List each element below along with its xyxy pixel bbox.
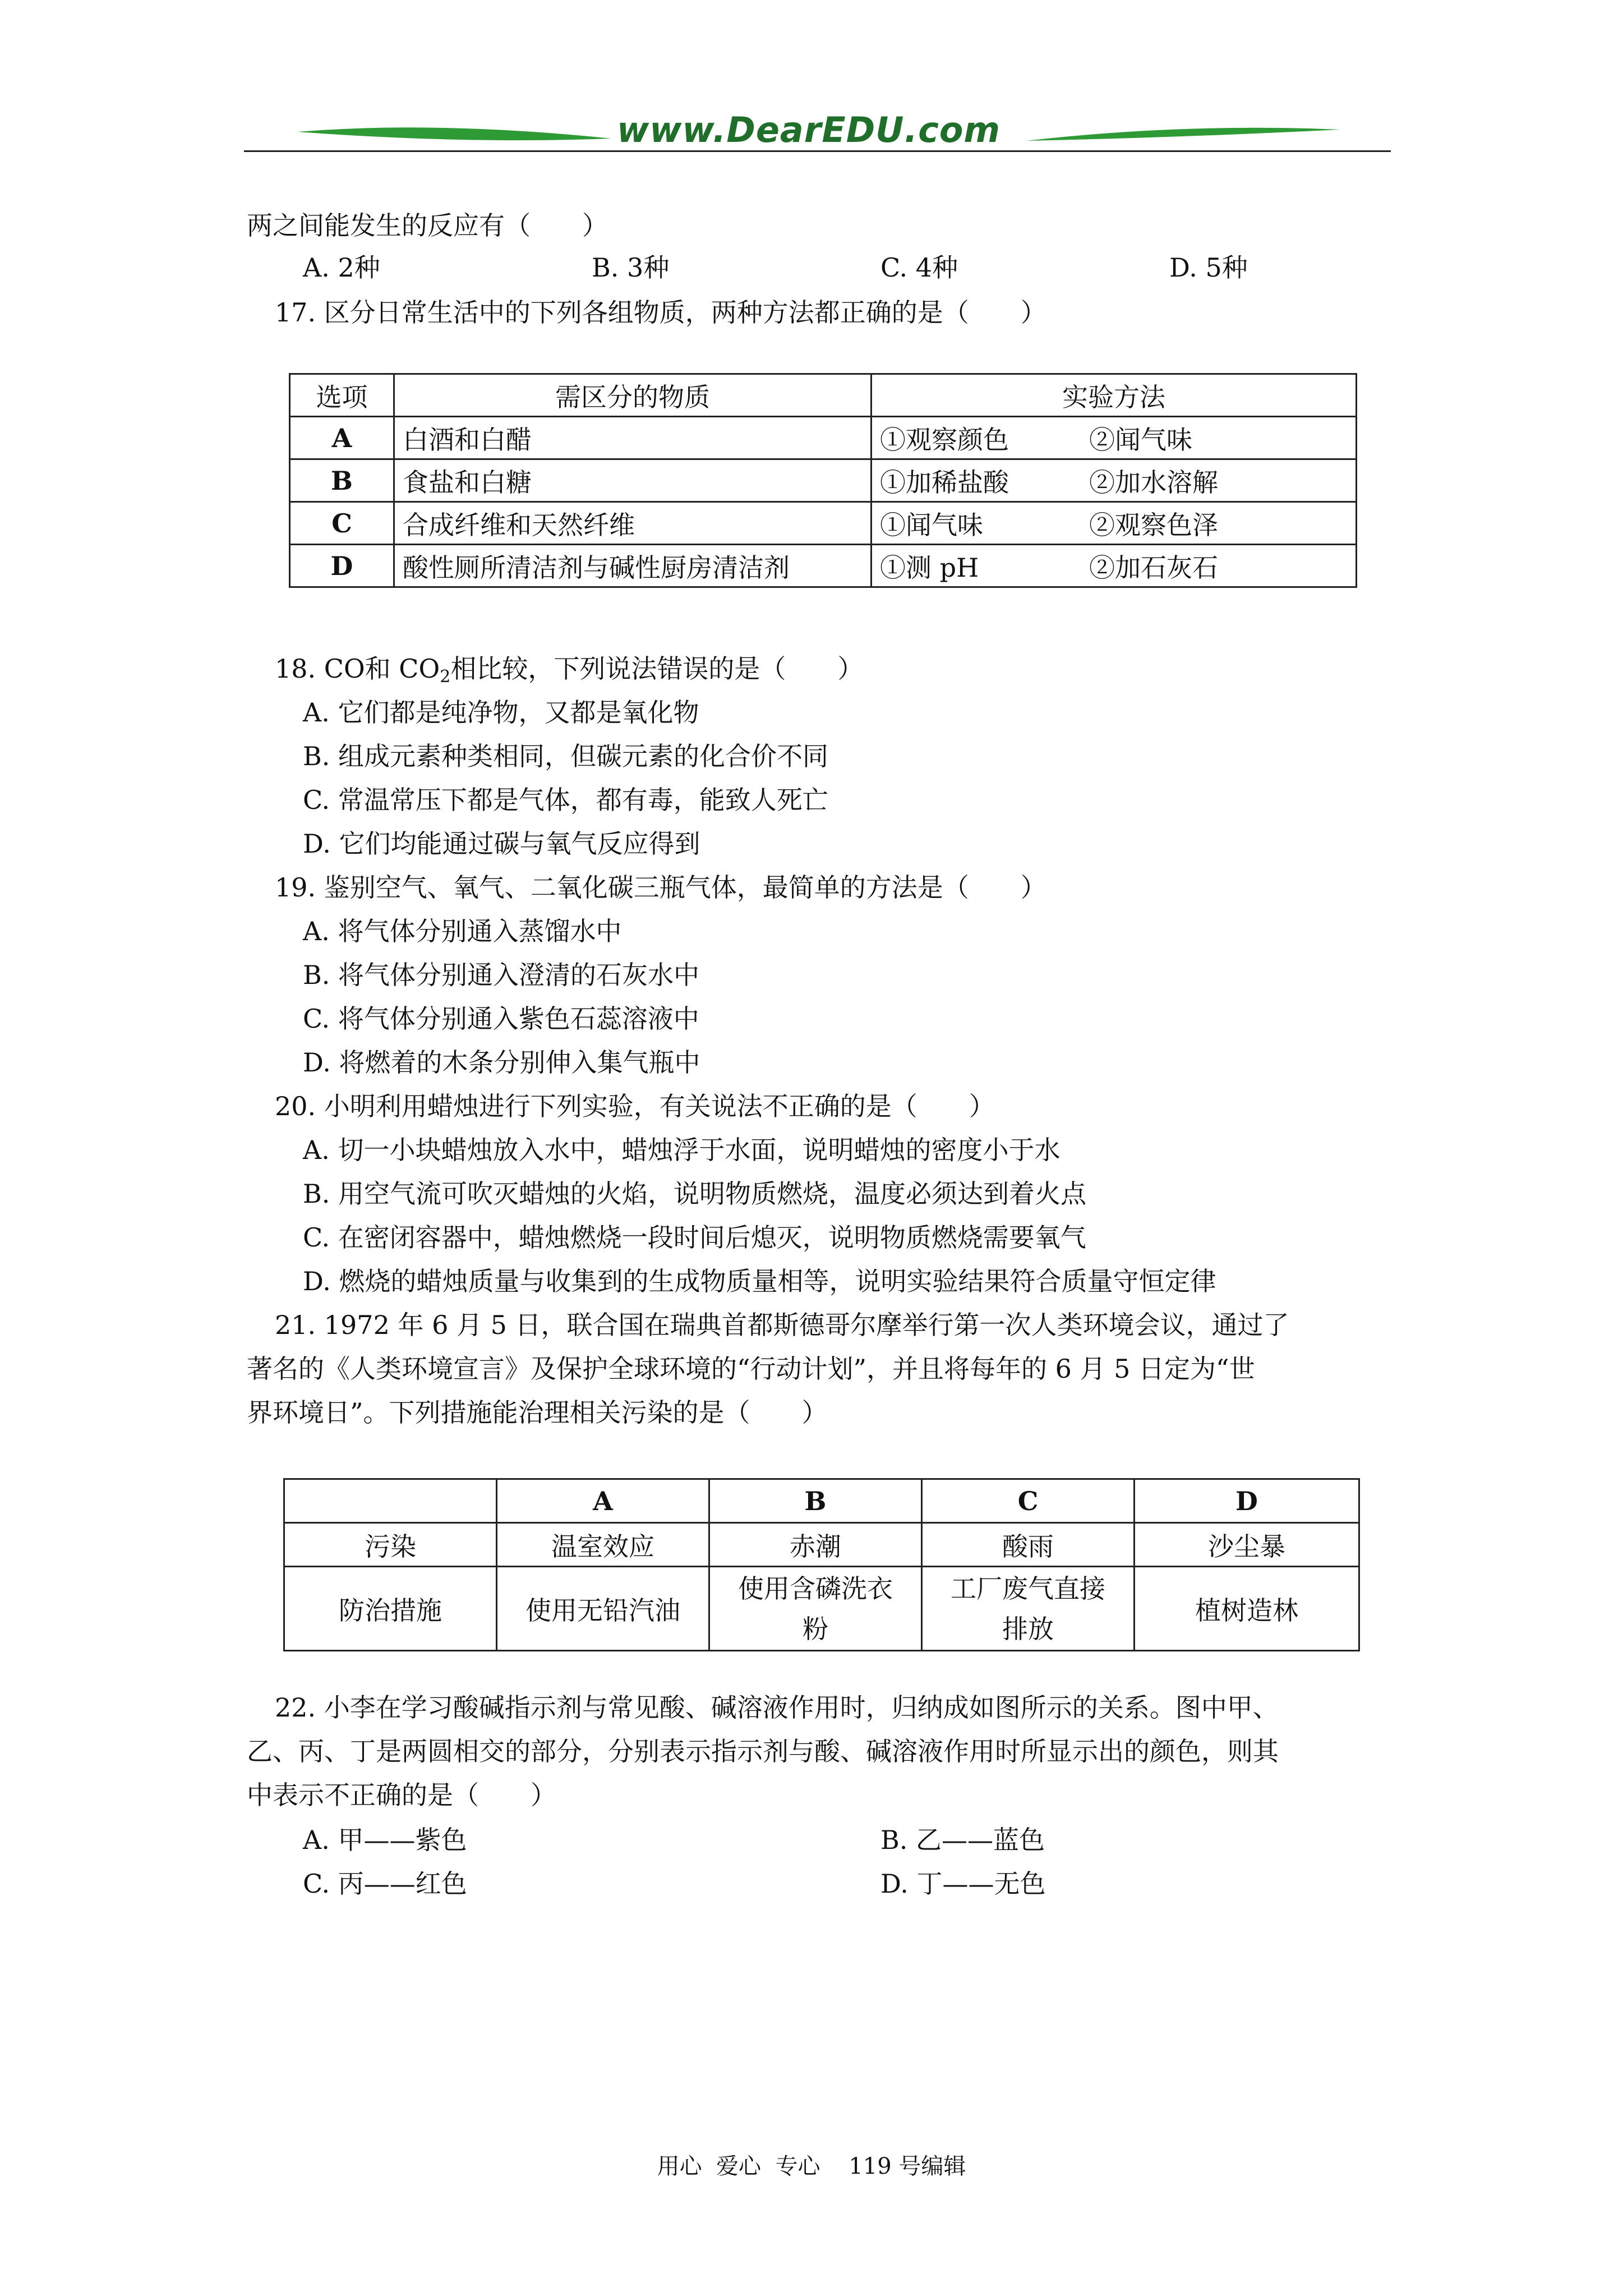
method-1-cell: ①闻气味 <box>872 502 1082 545</box>
header-logo <box>297 109 1340 160</box>
method-1-cell: ①加稀盐酸 <box>872 459 1082 502</box>
q20-option-d: D. 燃烧的蜡烛质量与收集到的生成物质量相等，说明实验结果符合质量守恒定律 <box>303 1266 1216 1296</box>
q16-option-d: D. 5种 <box>1169 252 1248 283</box>
q22-option-b: B. 乙——蓝色 <box>880 1825 1045 1855</box>
option-cell: C <box>290 502 394 545</box>
pollution-cell: 酸雨 <box>922 1523 1135 1567</box>
method-2-cell: ②闻气味 <box>1081 417 1357 459</box>
table-row <box>290 545 1357 587</box>
table-row <box>290 417 1357 459</box>
q16-option-c: C. 4种 <box>880 252 958 283</box>
method-2-cell: ②加水溶解 <box>1081 459 1357 502</box>
measure-cell: 使用含磷洗衣 粉 <box>709 1567 922 1651</box>
q20-option-c: C. 在密闭容器中，蜡烛燃烧一段时间后熄灭，说明物质燃烧需要氧气 <box>303 1222 1086 1253</box>
pollution-cell: 沙尘暴 <box>1135 1523 1359 1567</box>
header-cell: 需区分的物质 <box>394 374 872 417</box>
table-header-row <box>284 1479 1359 1523</box>
header-cell: 选项 <box>290 374 394 417</box>
option-cell: D <box>290 545 394 587</box>
substances-cell: 食盐和白糖 <box>394 459 872 502</box>
q18-option-c: C. 常温常压下都是气体，都有毒，能致人死亡 <box>303 785 828 815</box>
pollution-cell: 温室效应 <box>497 1523 709 1567</box>
q22-line-1: 22. 小李在学习酸碱指示剂与常见酸、碱溶液作用时，归纳成如图所示的关系。图中甲、 <box>275 1692 1279 1723</box>
method-2-cell: ②观察色泽 <box>1081 502 1357 545</box>
q21-line-1: 21. 1972 年 6 月 5 日，联合国在瑞典首都斯德哥尔摩举行第一次人类环境会议，通过了 <box>275 1310 1289 1340</box>
measure-cell: 植树造林 <box>1135 1567 1359 1651</box>
q20-stem: 20. 小明利用蜡烛进行下列实验，有关说法不正确的是（ ） <box>275 1091 995 1121</box>
table-header-row <box>290 374 1357 417</box>
measure-cell: 工厂废气直接 排放 <box>922 1567 1135 1651</box>
header-cell: D <box>1135 1479 1359 1523</box>
method-2-cell: ②加石灰石 <box>1081 545 1357 587</box>
row-label-cell: 污染 <box>284 1523 497 1567</box>
q18-stem-pre: 18. CO和 CO <box>275 654 440 684</box>
option-cell: B <box>290 459 394 502</box>
q19-option-c: C. 将气体分别通入紫色石蕊溶液中 <box>303 1004 699 1034</box>
q20-option-a: A. 切一小块蜡烛放入水中，蜡烛浮于水面，说明蜡烛的密度小于水 <box>303 1135 1061 1165</box>
q18-stem-post: 相比较，下列说法错误的是（ ） <box>450 654 864 684</box>
q21-table <box>283 1478 1360 1651</box>
q18-option-d: D. 它们均能通过碳与氧气反应得到 <box>303 829 700 859</box>
table-row <box>290 459 1357 502</box>
measure-cell: 使用无铅汽油 <box>497 1567 709 1651</box>
q19-option-b: B. 将气体分别通入澄清的石灰水中 <box>303 960 700 990</box>
q19-stem: 19. 鉴别空气、氧气、二氧化碳三瓶气体，最简单的方法是（ ） <box>275 872 1046 903</box>
q18-option-b: B. 组成元素种类相同，但碳元素的化合价不同 <box>303 741 829 771</box>
q18-option-a: A. 它们都是纯净物，又都是氧化物 <box>303 697 699 728</box>
table-row <box>284 1523 1359 1567</box>
q22-option-d: D. 丁——无色 <box>880 1869 1046 1899</box>
q17-stem: 17. 区分日常生活中的下列各组物质，两种方法都正确的是（ ） <box>275 297 1046 328</box>
method-1-cell: ①观察颜色 <box>872 417 1082 459</box>
row-label-cell: 防治措施 <box>284 1567 497 1651</box>
substances-cell: 合成纤维和天然纤维 <box>394 502 872 545</box>
table-row <box>290 502 1357 545</box>
q18-stem-subscript: 2 <box>440 667 451 687</box>
substances-cell: 酸性厕所清洁剂与碱性厨房清洁剂 <box>394 545 872 587</box>
header-cell: A <box>497 1479 709 1523</box>
q19-option-a: A. 将气体分别通入蒸馏水中 <box>303 916 622 946</box>
q21-line-2: 著名的《人类环境宣言》及保护全球环境的“行动计划”，并且将每年的 6 月 5 日定为“世 <box>247 1354 1255 1384</box>
q16-stem-tail: 两之间能发生的反应有（ ） <box>247 210 608 241</box>
header-divider <box>244 150 1391 152</box>
header-cell: B <box>709 1479 922 1523</box>
q22-line-3: 中表示不正确的是（ ） <box>247 1780 556 1810</box>
q22-line-2: 乙、丙、丁是两圆相交的部分，分别表示指示剂与酸、碱溶液作用时所显示出的颜色，则其 <box>247 1736 1279 1766</box>
pollution-cell: 赤潮 <box>709 1523 922 1567</box>
q22-option-c: C. 丙——红色 <box>303 1869 467 1899</box>
q18-stem <box>275 652 863 694</box>
header-cell: 实验方法 <box>872 374 1357 417</box>
q19-option-d: D. 将燃着的木条分别伸入集气瓶中 <box>303 1047 700 1078</box>
table-row <box>284 1567 1359 1651</box>
q17-table <box>289 373 1357 588</box>
method-1-cell: ①测 pH <box>872 545 1082 587</box>
q16-option-a: A. 2种 <box>303 252 380 283</box>
header-cell: C <box>922 1479 1135 1523</box>
q16-option-b: B. 3种 <box>592 252 670 283</box>
header-cell <box>284 1479 497 1523</box>
option-cell: A <box>290 417 394 459</box>
q20-option-b: B. 用空气流可吹灭蜡烛的火焰，说明物质燃烧，温度必须达到着火点 <box>303 1179 1087 1209</box>
logo-text: www.DearEDU.com <box>617 109 1001 150</box>
substances-cell: 白酒和白醋 <box>394 417 872 459</box>
q21-line-3: 界环境日”。下列措施能治理相关污染的是（ ） <box>247 1397 828 1428</box>
q22-option-a: A. 甲——紫色 <box>303 1825 467 1855</box>
page-footer: 用心 爱心 专心 119 号编辑 <box>657 2154 966 2179</box>
